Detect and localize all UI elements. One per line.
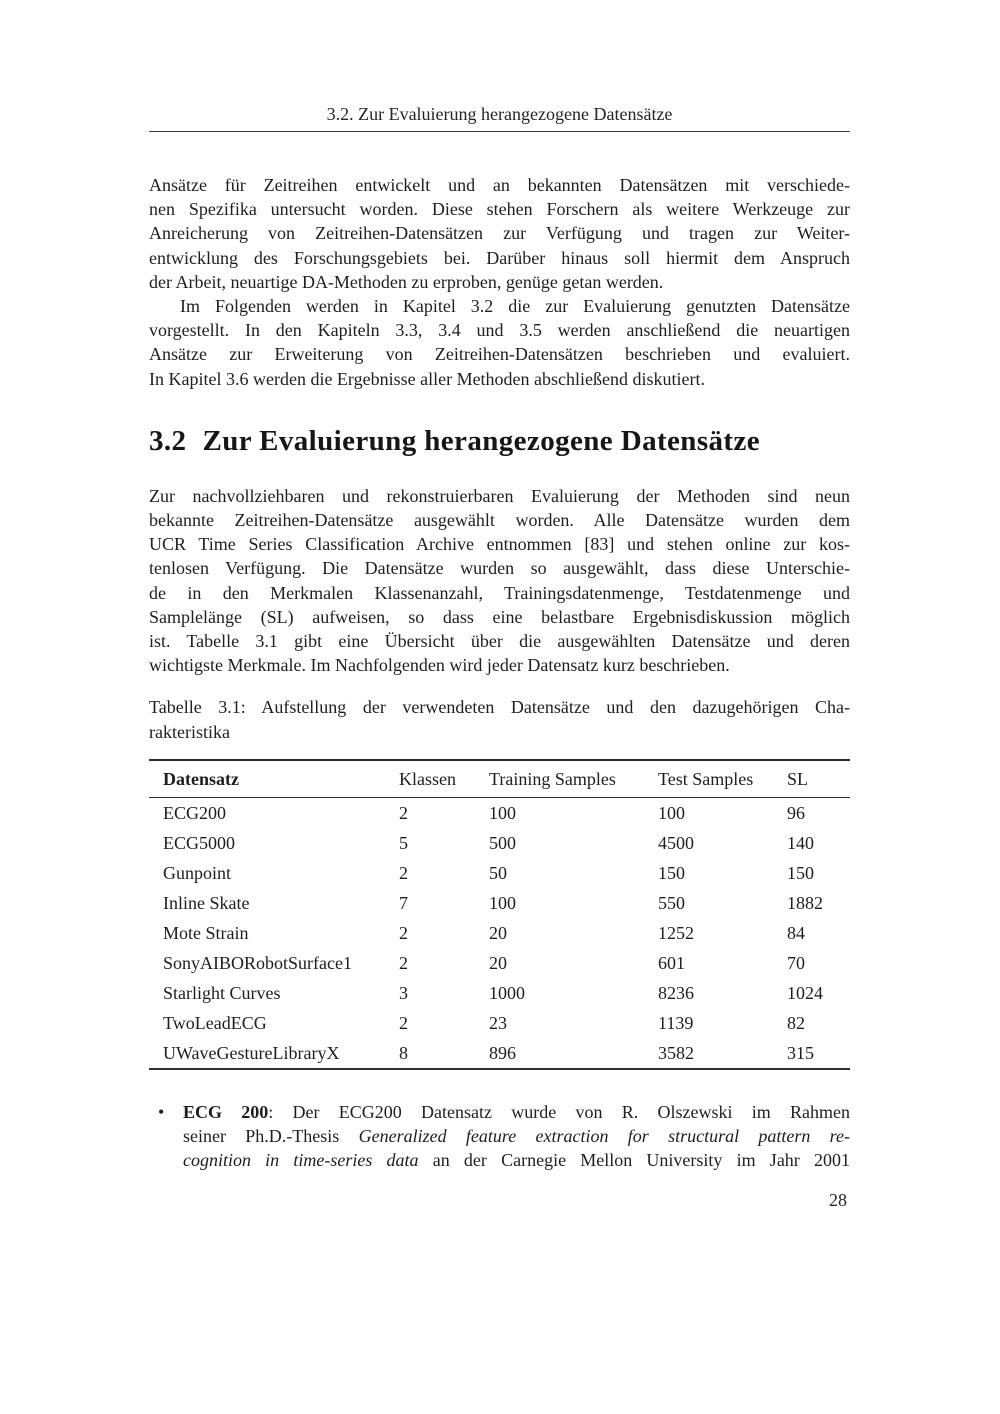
table-cell: 2 [399, 862, 408, 883]
table-cell: 100 [489, 802, 516, 823]
table-cell: 8236 [658, 982, 694, 1003]
table-cell: 23 [489, 1012, 507, 1033]
text-segment: an der Carnegie Mellon University im Jahr 2001 [418, 1150, 850, 1171]
text-line: Anreicherung von Zeitreihen-Datensätzen zur Verfügung und tragen zur Weiter- [149, 223, 850, 244]
text-line: bekannte Zeitreihen-Datensätze ausgewählt worden. Alle Datensätze wurden dem [149, 510, 850, 531]
table-cell: 896 [489, 1042, 516, 1063]
table-row [149, 858, 850, 888]
table-cell: 70 [787, 952, 805, 973]
text-line: nen Spezifika untersucht worden. Diese stehen Forschern als weitere Werkzeuge zur [149, 199, 850, 220]
text-line [183, 1148, 850, 1172]
table-cell: 7 [399, 892, 408, 913]
bullet-icon: • [158, 1101, 165, 1122]
column-header: SL [787, 760, 850, 798]
table-cell: 2 [399, 802, 408, 823]
table-cell: Inline Skate [163, 892, 250, 913]
paragraph [149, 484, 850, 678]
table-cell: 1000 [489, 982, 525, 1003]
text-line: wichtigste Merkmale. Im Nachfolgenden wird jeder Datensatz kurz beschrieben. [149, 655, 730, 676]
table-caption [149, 695, 850, 743]
paragraph [149, 294, 850, 391]
table-row [149, 828, 850, 858]
table-cell: 20 [489, 922, 507, 943]
column-header: Klassen [399, 760, 489, 798]
text-line: Tabelle 3.1: Aufstellung der verwendeten Datensätze und den dazugehörigen Cha- [149, 697, 850, 718]
text-line: vorgestellt. In den Kapiteln 3.3, 3.4 und 3.5 werden anschließend die neuartigen [149, 320, 850, 341]
text-segment: cognition in time-series data [183, 1150, 419, 1171]
table-body [149, 797, 850, 1068]
table-cell: Gunpoint [163, 862, 232, 883]
table-row [149, 888, 850, 918]
table-cell: 50 [489, 862, 507, 883]
section-heading [149, 423, 850, 459]
table-cell: 140 [787, 832, 814, 853]
table-row [149, 948, 850, 978]
section-title: Zur Evaluierung herangezogene Datensätze [202, 424, 761, 457]
text-line [183, 1124, 850, 1148]
text-line: tenlosen Verfügung. Die Datensätze wurden so ausgewählt, dass diese Unterschie- [149, 558, 850, 579]
table-cell: 3 [399, 982, 408, 1003]
bullet-text [183, 1100, 850, 1173]
table-row [149, 918, 850, 948]
table-cell: 2 [399, 922, 408, 943]
table-cell: 8 [399, 1042, 408, 1063]
text-line: ist. Tabelle 3.1 gibt eine Übersicht über die ausgewählten Datensätze und deren [149, 631, 850, 652]
table-cell: 315 [787, 1042, 814, 1063]
table-cell: 601 [658, 952, 685, 973]
page-number: 28 [829, 1190, 847, 1210]
text-line: entwicklung des Forschungsgebiets bei. Darüber hinaus soll hiermit dem Anspruch [149, 247, 850, 268]
table-row [149, 797, 850, 827]
table-cell: 2 [399, 1012, 408, 1033]
table-row [149, 1008, 850, 1038]
table-cell: Starlight Curves [163, 982, 281, 1003]
text-line [183, 1100, 850, 1124]
text-line: In Kapitel 3.6 werden die Ergebnisse aller Methoden abschließend diskutiert. [149, 368, 706, 389]
text-line: Ansätze zur Erweiterung von Zeitreihen-Datensätzen beschrieben und evaluiert. [149, 344, 850, 365]
table-cell: 3582 [658, 1042, 694, 1063]
bullet-list-item [149, 1100, 850, 1173]
table-cell: 20 [489, 952, 507, 973]
table-cell: 82 [787, 1012, 805, 1033]
table-cell: Mote Strain [163, 922, 249, 943]
table-cell: UWaveGestureLibraryX [163, 1042, 340, 1063]
text-line: Zur nachvollziehbaren und rekonstruierbaren Evaluierung der Methoden sind neun [149, 485, 850, 506]
table-cell: ECG5000 [163, 832, 235, 853]
column-header: Training Samples [489, 760, 658, 798]
text-column [149, 0, 850, 1172]
running-header: 3.2. Zur Evaluierung herangezogene Datensätze [149, 103, 850, 132]
table-cell: 2 [399, 952, 408, 973]
text-line: Ansätze für Zeitreihen entwickelt und an bekannten Datensätzen mit verschiede- [149, 175, 850, 195]
table-row [149, 978, 850, 1008]
text-line: rakteristika [149, 721, 230, 742]
column-header: Test Samples [658, 760, 787, 798]
text-line: Im Folgenden werden in Kapitel 3.2 die zur Evaluierung genutzten Datensätze [180, 296, 850, 317]
text-segment: ECG 200 [183, 1101, 269, 1122]
text-line: der Arbeit, neuartige DA-Methoden zu erproben, genüge getan werden. [149, 271, 664, 292]
table-cell: 96 [787, 802, 805, 823]
datasets-table [149, 759, 850, 1070]
table-cell: 1024 [787, 982, 823, 1003]
table-cell: 150 [658, 862, 685, 883]
table-cell: 1882 [787, 892, 823, 913]
table-cell: 500 [489, 832, 516, 853]
table-cell: 100 [489, 892, 516, 913]
table-cell: 150 [787, 862, 814, 883]
paragraph [149, 173, 850, 294]
table-cell: 1252 [658, 922, 694, 943]
table-cell: 1139 [658, 1012, 694, 1033]
table-cell: 84 [787, 922, 805, 943]
text-line: Samplelänge (SL) aufweisen, so dass eine belastbare Ergebnisdiskussion möglich [149, 606, 850, 627]
table-cell: 100 [658, 802, 685, 823]
table-cell: SonyAIBORobotSurface1 [163, 952, 352, 973]
text-segment: seiner Ph.D.-Thesis [183, 1125, 359, 1146]
text-line: de in den Merkmalen Klassenanzahl, Trainingsdatenmenge, Testdatenmenge und [149, 582, 850, 603]
text-segment: Generalized feature extraction for structural pattern re- [358, 1125, 850, 1146]
column-header: Datensatz [149, 760, 399, 798]
table-cell: 4500 [658, 832, 694, 853]
table-cell: TwoLeadECG [163, 1012, 267, 1033]
table-cell: ECG200 [163, 802, 226, 823]
text-segment: : Der ECG200 Datensatz wurde von R. Olszewski im Rahmen [268, 1101, 850, 1122]
text-line: UCR Time Series Classification Archive entnommen [83] und stehen online zur kos- [149, 534, 850, 555]
table-header-row [149, 760, 850, 798]
table-cell: 5 [399, 832, 408, 853]
table-cell: 550 [658, 892, 685, 913]
table-row [149, 1038, 850, 1069]
section-number: 3.2 [149, 424, 187, 457]
